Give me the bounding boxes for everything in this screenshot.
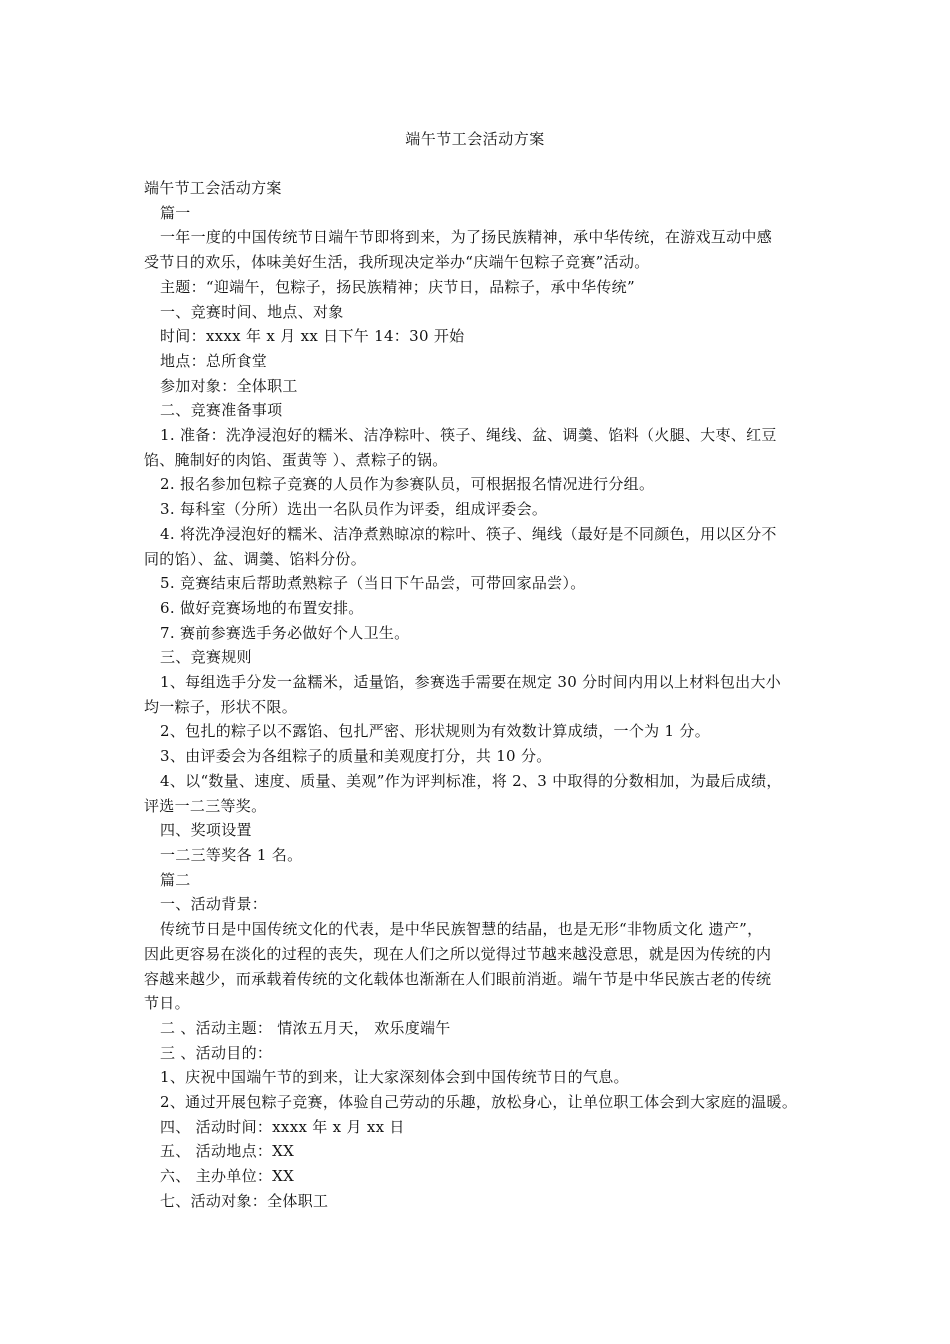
text-line: 七、活动对象：全体职工 <box>160 1191 329 1210</box>
text-line: 2、通过开展包粽子竞赛，体验自己劳动的乐趣，放松身心，让单位职工体会到大家庭的温暖。 <box>160 1093 798 1112</box>
text-line: 4. 将洗净浸泡好的糯米、洁净煮熟晾凉的粽叶、筷子、绳线（最好是不同颜色，用以区分不 <box>160 524 777 543</box>
text-line: 2. 报名参加包粽子竞赛的人员作为参赛队员，可根据报名情况进行分组。 <box>160 475 655 494</box>
text-line: 时间：xxxx 年 x 月 xx 日下午 14：30 开始 <box>160 327 465 346</box>
document-body <box>144 176 812 1214</box>
text-line: 四、奖项设置 <box>160 821 252 840</box>
text-line: 二、竞赛准备事项 <box>160 401 283 420</box>
text-line: 一二三等奖各 1 名。 <box>160 845 303 864</box>
text-line: 1、每组选手分发一盆糯米，适量馅，参赛选手需要在规定 30 分时间内用以上材料包出大小 <box>160 673 782 692</box>
text-line: 3、由评委会为各组粽子的质量和美观度打分，共 10 分。 <box>160 747 552 766</box>
text-line: 一、竞赛时间、地点、对象 <box>160 302 344 321</box>
text-line: 主题：“迎端午，包粽子，扬民族精神；庆节日，品粽子，承中华传统” <box>160 277 635 296</box>
text-line: 篇二 <box>160 870 191 889</box>
text-line: 馅、腌制好的肉馅、蛋黄等 ）、煮粽子的锅。 <box>144 450 448 469</box>
text-line: 端午节工会活动方案 <box>144 179 282 197</box>
text-line: 3. 每科室（分所）选出一名队员作为评委，组成评委会。 <box>160 500 548 519</box>
text-line: 评选一二三等奖。 <box>144 796 267 815</box>
text-line: 四、 活动时间：xxxx 年 x 月 xx 日 <box>160 1117 405 1136</box>
text-line: 一、活动背景： <box>160 895 268 914</box>
text-line: 5. 竞赛结束后帮助煮熟粽子（当日下午品尝，可带回家品尝）。 <box>160 574 586 593</box>
text-line: 一年一度的中国传统节日端午节即将到来，为了扬民族精神，承中华传统，在游戏互动中感 <box>160 228 773 247</box>
text-line: 因此更容易在淡化的过程的丧失，现在人们之所以觉得过节越来越没意思，就是因为传统的内 <box>144 944 772 963</box>
text-line: 4、以“数量、速度、质量、美观”作为评判标准，将 2、3 中取得的分数相加，为最后成绩， <box>160 771 782 790</box>
text-line: 五、 活动地点：XX <box>160 1142 295 1161</box>
text-line: 传统节日是中国传统文化的代表，是中华民族智慧的结晶，也是无形“非物质文化 遗产”， <box>160 920 763 939</box>
text-line: 地点：总所食堂 <box>160 351 268 370</box>
text-line: 同的馅）、盆、调羹、馅料分份。 <box>144 549 367 568</box>
text-line: 三 、活动目的： <box>160 1043 273 1062</box>
document-title: 端午节工会活动方案 <box>405 130 545 148</box>
text-line: 参加对象：全体职工 <box>160 376 298 395</box>
text-line: 篇一 <box>160 203 191 222</box>
text-line: 容越来越少，而承载着传统的文化载体也渐渐在人们眼前消逝。端午节是中华民族古老的传统 <box>144 969 772 988</box>
text-line: 二 、活动主题： 情浓五月天， 欢乐度端午 <box>160 1018 451 1037</box>
text-line: 6. 做好竞赛场地的布置安排。 <box>160 598 364 617</box>
text-line: 受节日的欢乐，体味美好生活，我所现决定举办“庆端午包粽子竞赛”活动。 <box>144 253 650 272</box>
text-line: 1. 准备：洗净浸泡好的糯米、洁净粽叶、筷子、绳线、盆、调羹、馅料（火腿、大枣、红豆 <box>160 426 777 445</box>
text-line: 2、包扎的粽子以不露馅、包扎严密、形状规则为有效数计算成绩，一个为 1 分。 <box>160 722 711 741</box>
text-line: 均一粽子，形状不限。 <box>144 697 298 716</box>
text-line: 六、 主办单位：XX <box>160 1167 295 1186</box>
text-line: 节日。 <box>144 994 190 1013</box>
text-line: 7. 赛前参赛选手务必做好个人卫生。 <box>160 623 410 642</box>
text-line: 三、竞赛规则 <box>160 648 252 667</box>
text-line: 1、庆祝中国端午节的到来，让大家深刻体会到中国传统节日的气息。 <box>160 1068 629 1087</box>
